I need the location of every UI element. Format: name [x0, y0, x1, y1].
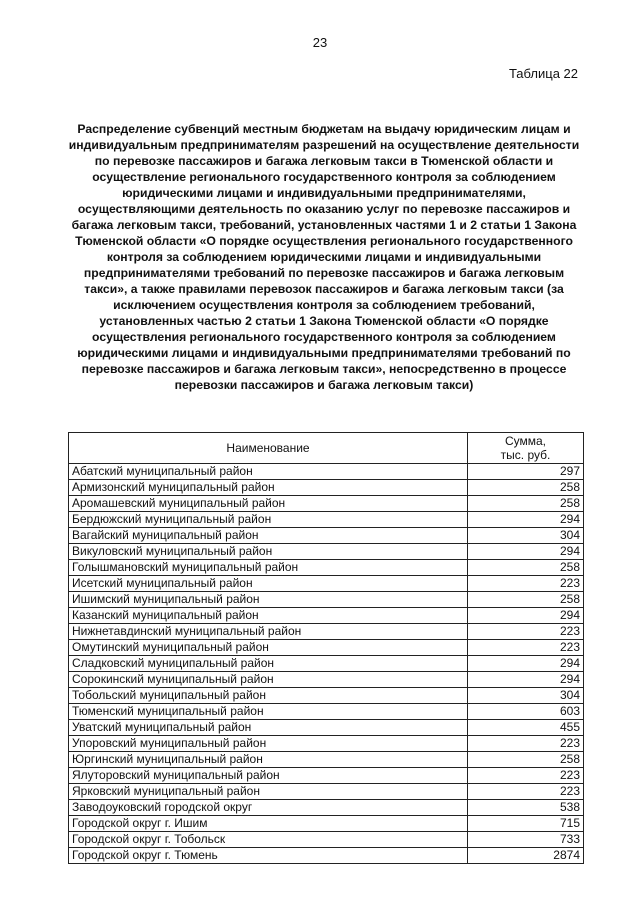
table-row — [69, 608, 584, 624]
table-row — [69, 752, 584, 768]
municipality-name-cell: Ишимский муниципальный район — [69, 592, 468, 608]
page-number: 23 — [312, 35, 328, 50]
sum-cell: 223 — [468, 624, 584, 640]
table-row — [69, 816, 584, 832]
sum-cell: 294 — [468, 672, 584, 688]
table-row — [69, 848, 584, 864]
municipality-name-cell: Нижнетавдинский муниципальный район — [69, 624, 468, 640]
municipality-name-cell: Заводоуковский городской округ — [69, 800, 468, 816]
municipality-name-cell: Вагайский муниципальный район — [69, 528, 468, 544]
municipality-name-cell: Уватский муниципальный район — [69, 720, 468, 736]
table-row — [69, 704, 584, 720]
sum-cell: 223 — [468, 784, 584, 800]
sum-cell: 258 — [468, 752, 584, 768]
document-title: Распределение субвенций местным бюджетам на выдачу юридическим лицам и индивидуальным предпринимателям разрешений на осуществление деятельности по перевозке пассажиров и багажа легковым такси в Тюменской области и осуществление регионального государственного контроля за соблюдением юридическими лицами и индивидуальными предпринимателями, осуществляющими деятельность по оказанию услуг по перевозке пассажиров и багажа легковым такси, требований, установленных частями 1 и 2 статьи 1 Закона Тюменской области «О порядке осуществления регионального государственного контроля за соблюдением юридическими лицами и индивидуальными предпринимателями требований по перевозке пассажиров и багажа легковым такси», а также правилами перевозок пассажиров и багажа легковым такси (за исключением осуществления контроля за соблюдением требований, установленных частью 2 статьи 1 Закона Тюменской области «О порядке осуществления регионального государственного контроля за соблюдением юридическими лицами и индивидуальными предпринимателями требований по перевозке пассажиров и багажа легковым такси», непосредственно в процессе перевозки пассажиров и багажа легковым такси) — [68, 122, 580, 392]
sum-cell: 304 — [468, 688, 584, 704]
table-row — [69, 544, 584, 560]
table-row — [69, 784, 584, 800]
municipality-name-cell: Голышмановский муниципальный район — [69, 560, 468, 576]
table-row — [69, 624, 584, 640]
sum-cell: 294 — [468, 544, 584, 560]
column-header-sum-line2: тыс. руб. — [500, 448, 551, 462]
table-row — [69, 688, 584, 704]
table-body — [69, 464, 584, 864]
table-label: Таблица 22 — [508, 66, 578, 81]
sum-cell: 304 — [468, 528, 584, 544]
table-row — [69, 656, 584, 672]
municipality-name-cell: Армизонский муниципальный район — [69, 480, 468, 496]
municipality-name-cell: Ялуторовский муниципальный район — [69, 768, 468, 784]
municipality-name-cell: Тобольский муниципальный район — [69, 688, 468, 704]
sum-cell: 294 — [468, 656, 584, 672]
sum-cell: 455 — [468, 720, 584, 736]
municipality-name-cell: Аромашевский муниципальный район — [69, 496, 468, 512]
sum-cell: 538 — [468, 800, 584, 816]
municipality-name-cell: Ярковский муниципальный район — [69, 784, 468, 800]
municipality-name-cell: Викуловский муниципальный район — [69, 544, 468, 560]
table-row — [69, 560, 584, 576]
sum-cell: 2874 — [468, 848, 584, 864]
municipality-name-cell: Исетский муниципальный район — [69, 576, 468, 592]
table-row — [69, 672, 584, 688]
sum-cell: 223 — [468, 640, 584, 656]
sum-cell: 258 — [468, 496, 584, 512]
municipality-name-cell: Сладковский муниципальный район — [69, 656, 468, 672]
municipality-name-cell: Юргинский муниципальный район — [69, 752, 468, 768]
sum-cell: 258 — [468, 480, 584, 496]
table-row — [69, 464, 584, 480]
column-header-sum — [468, 433, 584, 464]
sum-cell: 294 — [468, 512, 584, 528]
municipality-name-cell: Абатский муниципальный район — [69, 464, 468, 480]
table-row — [69, 640, 584, 656]
municipality-name-cell: Бердюжский муниципальный район — [69, 512, 468, 528]
sum-cell: 733 — [468, 832, 584, 848]
sum-cell: 603 — [468, 704, 584, 720]
column-header-name: Наименование — [69, 433, 468, 464]
municipality-name-cell: Тюменский муниципальный район — [69, 704, 468, 720]
municipality-name-cell: Городской округ г. Тобольск — [69, 832, 468, 848]
table-row — [69, 528, 584, 544]
table-row — [69, 832, 584, 848]
table-row — [69, 480, 584, 496]
municipality-name-cell: Городской округ г. Ишим — [69, 816, 468, 832]
sum-cell: 223 — [468, 736, 584, 752]
table-row — [69, 720, 584, 736]
column-header-sum-line1: Сумма, — [504, 434, 547, 448]
sum-cell: 258 — [468, 592, 584, 608]
municipality-name-cell: Омутинский муниципальный район — [69, 640, 468, 656]
municipality-name-cell: Сорокинский муниципальный район — [69, 672, 468, 688]
table-header — [69, 433, 584, 464]
table-row — [69, 736, 584, 752]
table-header-row — [69, 433, 584, 464]
table-row — [69, 496, 584, 512]
sum-cell: 223 — [468, 576, 584, 592]
sum-cell: 223 — [468, 768, 584, 784]
sum-cell: 294 — [468, 608, 584, 624]
subvention-table — [68, 432, 584, 864]
table-row — [69, 576, 584, 592]
municipality-name-cell: Городской округ г. Тюмень — [69, 848, 468, 864]
sum-cell: 715 — [468, 816, 584, 832]
table-row — [69, 768, 584, 784]
municipality-name-cell: Казанский муниципальный район — [69, 608, 468, 624]
table-row — [69, 592, 584, 608]
table-row — [69, 800, 584, 816]
sum-cell: 297 — [468, 464, 584, 480]
sum-cell: 258 — [468, 560, 584, 576]
table-row — [69, 512, 584, 528]
municipality-name-cell: Упоровский муниципальный район — [69, 736, 468, 752]
